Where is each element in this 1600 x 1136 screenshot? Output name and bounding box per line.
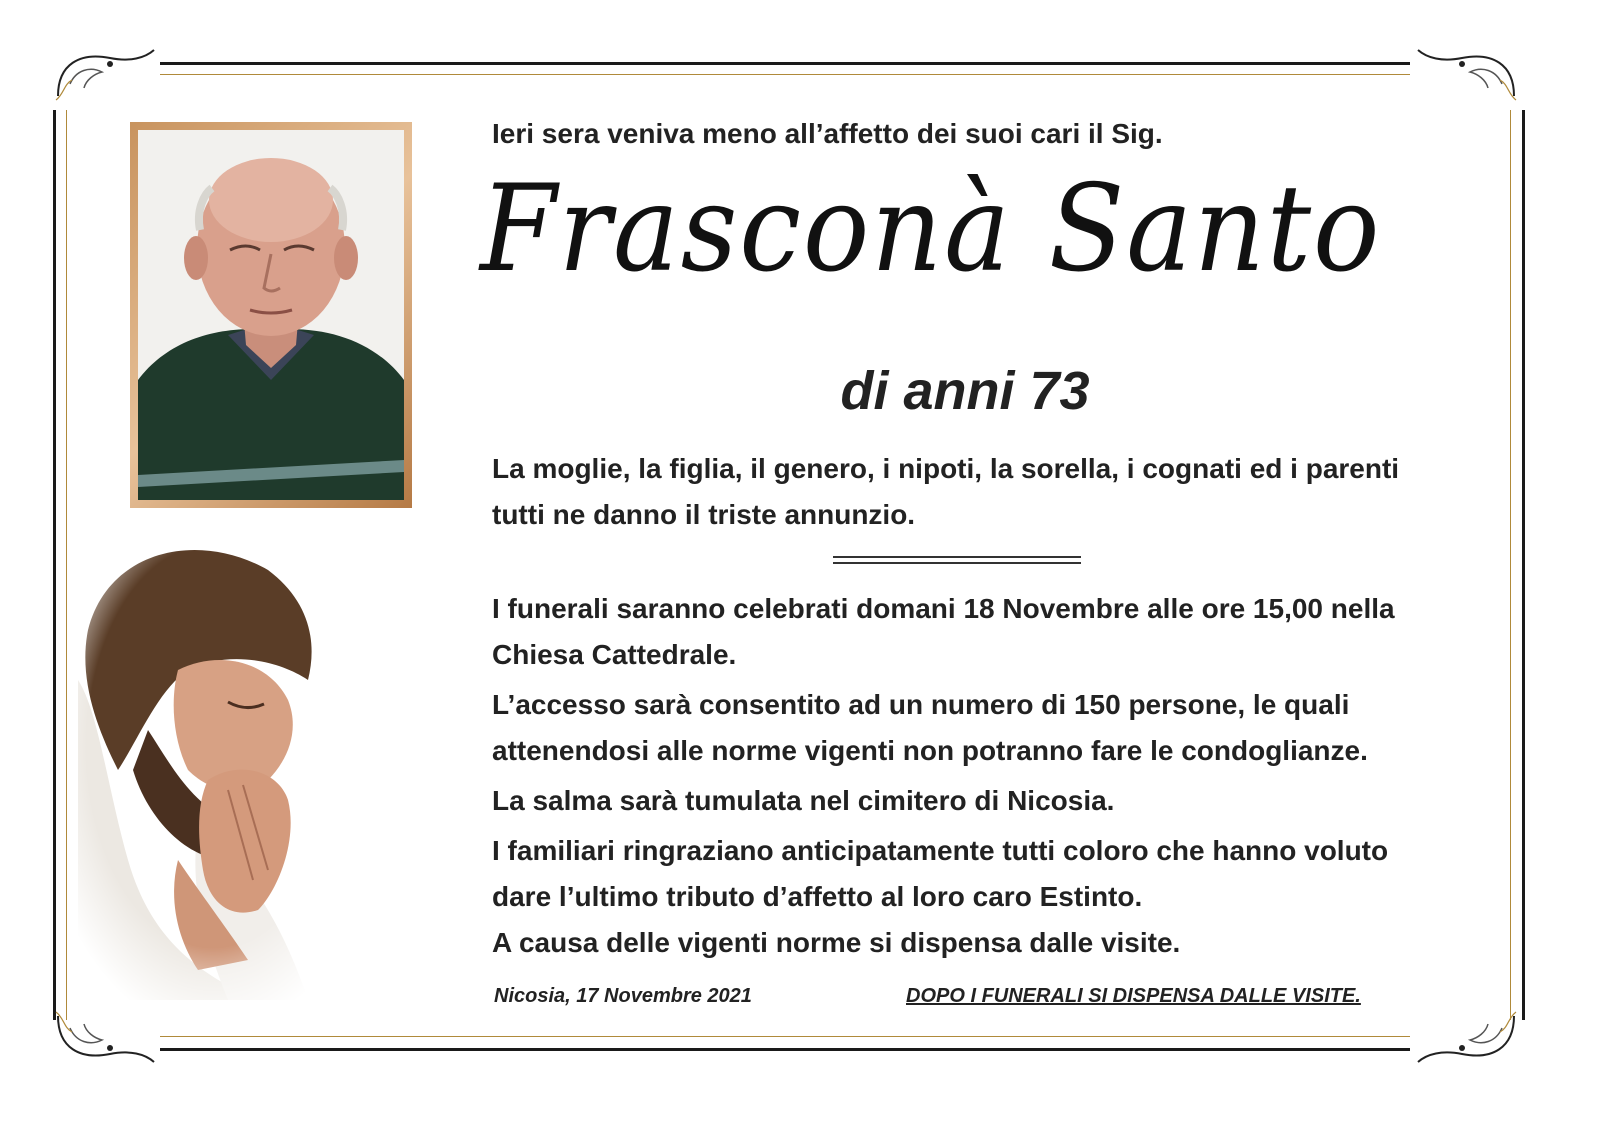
portrait-photo <box>138 130 404 500</box>
section-divider <box>833 556 1081 564</box>
frame-top-line <box>160 62 1410 65</box>
portrait-photo-frame <box>130 122 412 508</box>
funeral-paragraph: I funerali saranno celebrati domani 18 Novembre alle ore 15,00 nella Chiesa Cattedrale. <box>492 593 1395 670</box>
footer-note: DOPO I FUNERALI SI DISPENSA DALLE VISITE. <box>906 985 1361 1007</box>
deceased-age: di anni 73 <box>840 361 1090 421</box>
funeral-details <box>492 586 1452 966</box>
frame-left-accent <box>66 110 67 1020</box>
frame-left-line <box>53 110 56 1020</box>
thanks-paragraph: I familiari ringraziano anticipatamente tutti coloro che hanno voluto dare l’ultimo tributo d’affetto al loro caro Estinto. <box>492 835 1389 912</box>
corner-ornament-top-right <box>1412 44 1522 104</box>
portrait-illustration <box>138 130 404 500</box>
access-paragraph: L’accesso sarà consentito ad un numero di 150 persone, le quali attenendosi alle norme vigenti non potranno fare le condoglianze. <box>492 689 1368 766</box>
intro-line: Ieri sera veniva meno all’affetto dei suoi cari il Sig. <box>492 118 1163 149</box>
corner-ornament-bottom-right <box>1412 1008 1522 1068</box>
corner-ornament-bottom-left <box>50 1008 160 1068</box>
burial-paragraph: La salma sarà tumulata nel cimitero di Nicosia. <box>492 785 1115 816</box>
announcement-text: La moglie, la figlia, il genero, i nipoti, la sorella, i cognati ed i parenti tutti ne danno il triste annunzio. <box>492 453 1400 530</box>
frame-top-accent <box>160 74 1410 75</box>
frame-right-accent <box>1510 110 1511 1020</box>
praying-jesus-illustration <box>78 530 378 1010</box>
place-date: Nicosia, 17 Novembre 2021 <box>494 985 752 1007</box>
frame-bottom-line <box>160 1048 1410 1051</box>
frame-bottom-accent <box>160 1036 1410 1037</box>
visits-paragraph: A causa delle vigenti norme si dispensa dalle visite. <box>492 927 1181 958</box>
deceased-name: Frasconà Santo <box>480 160 1382 299</box>
corner-ornament-top-left <box>50 44 160 104</box>
frame-right-line <box>1522 110 1525 1020</box>
